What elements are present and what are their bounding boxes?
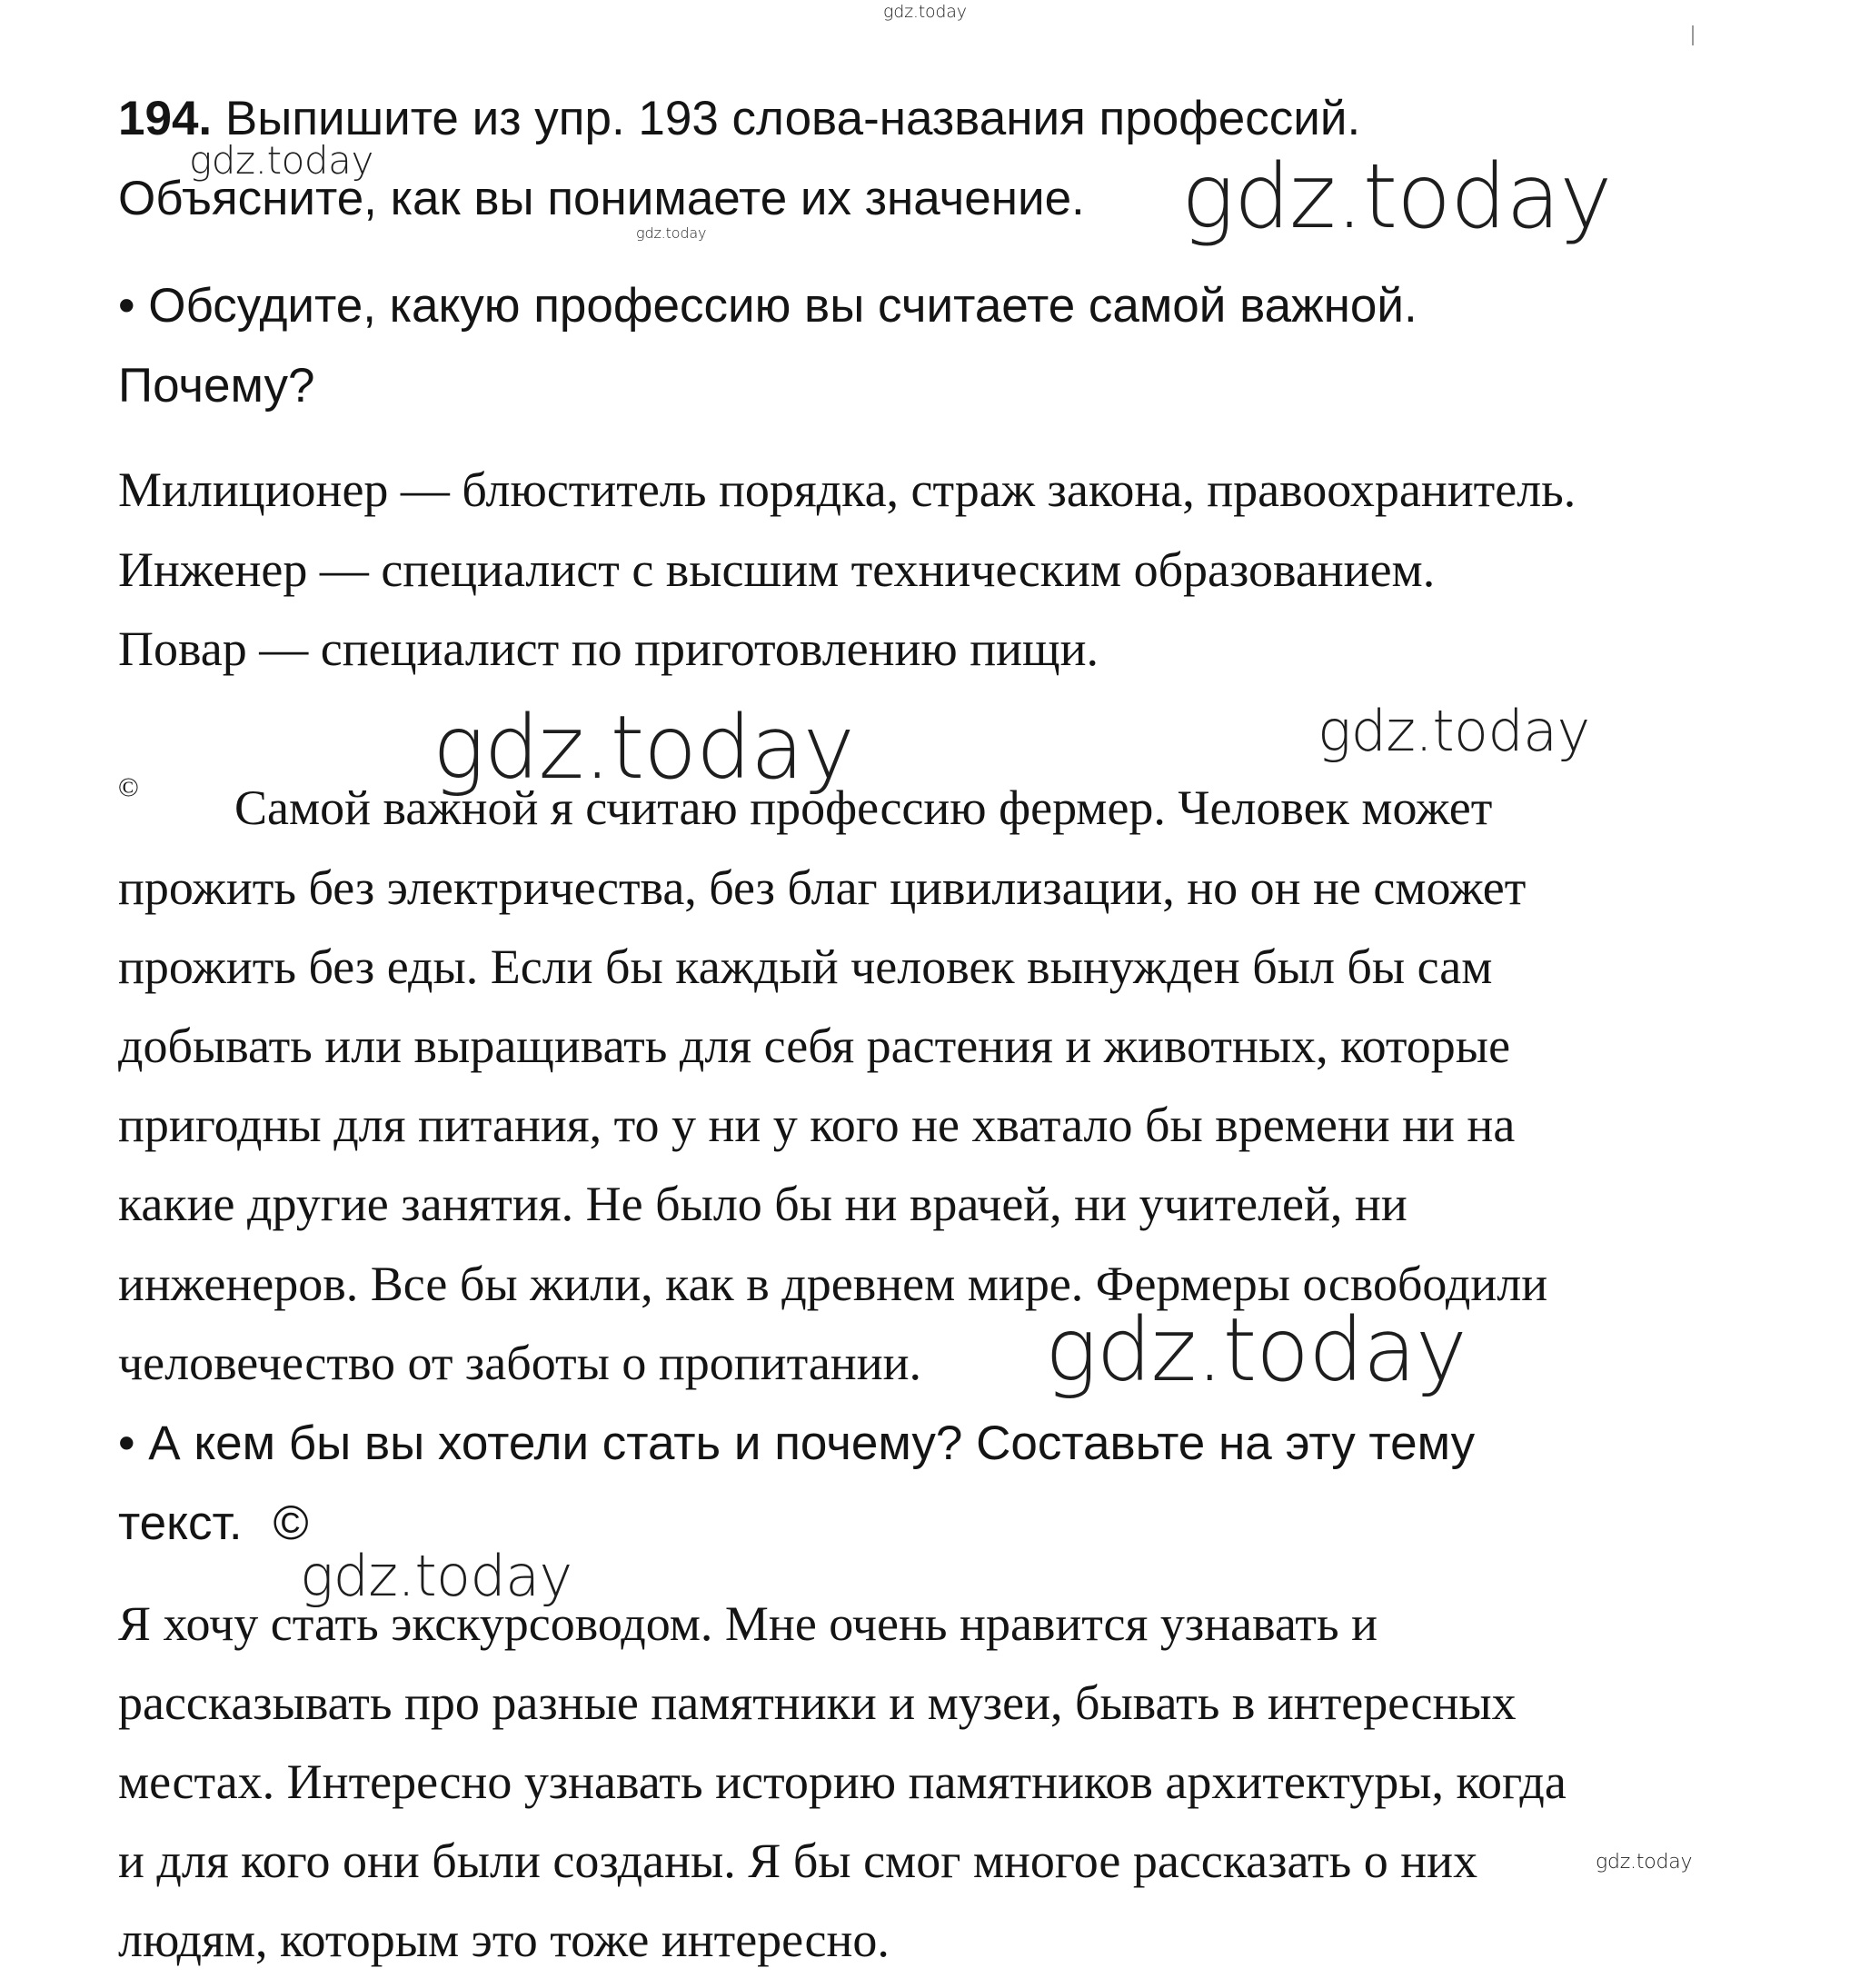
answer1-line: Самой важной я считаю профессию фермер. Человек может: [234, 780, 1493, 835]
watermark-5: gdz.today: [1318, 698, 1590, 764]
answer2-line: Я хочу стать экскурсоводом. Мне очень нравится узнавать и: [118, 1596, 1378, 1651]
answer1-line: инженеров. Все бы жили, как в древнем мире. Фермеры освободили: [118, 1257, 1548, 1311]
watermark-8: gdz.today: [1596, 1851, 1693, 1874]
answer1-line: какие другие занятия. Не было бы ни врачей, ни учителей, ни: [118, 1177, 1407, 1231]
exercise-number: 194.: [118, 92, 213, 145]
answer2-line: рассказывать про разные памятники и музеи, бывать в интересных: [118, 1675, 1517, 1730]
task2-copyright: ©: [273, 1496, 309, 1550]
answer1-line: пригодны для питания, то у ни у кого не хватало бы времени ни на: [118, 1098, 1516, 1152]
margin-mark: [1692, 25, 1694, 45]
answer2-line: и для кого они были созданы. Я бы смог многое рассказать о них: [118, 1834, 1478, 1888]
watermark-2: gdz.today: [1181, 145, 1612, 249]
task1-line1: • Обсудите, какую профессию вы считаете самой важной.: [118, 279, 1417, 333]
definition-line: Повар — специалист по приготовлению пищи.: [118, 621, 1099, 676]
answer1-line: прожить без электричества, без благ цивилизации, но он не сможет: [118, 860, 1527, 915]
definition-line: Милиционер — блюститель порядка, страж закона, правоохранитель.: [118, 462, 1576, 517]
copyright-mark: ©: [118, 772, 139, 802]
watermark-6: gdz.today: [1045, 1299, 1467, 1401]
definition-line: Инженер — специалист с высшим техническим образованием.: [118, 542, 1436, 597]
task2-line2: [118, 1496, 309, 1550]
exercise-heading-line1: [118, 94, 1360, 143]
answer2-line: людям, которым это тоже интересно.: [118, 1913, 890, 1967]
answer1-line: человечество от заботы о пропитании.: [118, 1336, 921, 1390]
answer2-line: местах. Интересно узнавать историю памятников архитектуры, когда: [118, 1754, 1567, 1809]
watermark-4: gdz.today: [433, 697, 854, 799]
task2-line1: • А кем бы вы хотели стать и почему? Составьте на эту тему: [118, 1416, 1476, 1470]
watermark-3: gdz.today: [636, 224, 707, 242]
exercise-text-1: Выпишите из упр. 193 слова-названия профессий.: [212, 92, 1361, 145]
watermark-top: gdz.today: [883, 2, 967, 22]
task1-line2: Почему?: [118, 359, 315, 413]
exercise-heading-line2: Объясните, как вы понимаете их значение.: [118, 172, 1085, 225]
watermark-1: gdz.today: [189, 138, 373, 183]
answer1-line: добывать или выращивать для себя растения и животных, которые: [118, 1019, 1511, 1073]
answer1-line: прожить без еды. Если бы каждый человек вынужден был бы сам: [118, 939, 1493, 994]
watermark-7: gdz.today: [300, 1543, 572, 1609]
task2-text: текст.: [118, 1496, 243, 1550]
